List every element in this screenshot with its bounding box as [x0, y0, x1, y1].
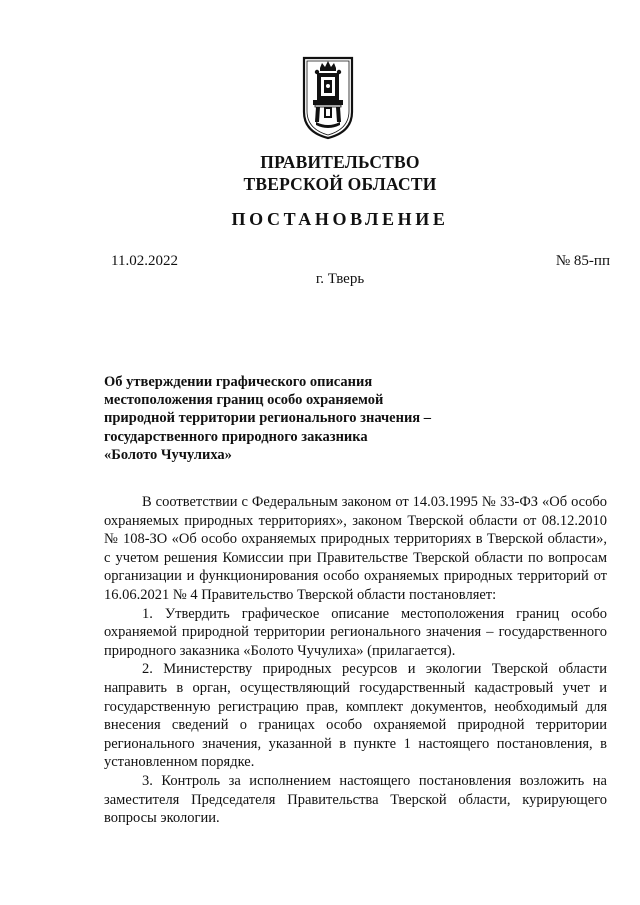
government-name-line2: ТВЕРСКОЙ ОБЛАСТИ — [243, 174, 437, 194]
subject-line: природной территории регионального значения – — [104, 410, 432, 427]
document-date: 11.02.2022 — [111, 253, 178, 269]
government-name-line1: ПРАВИТЕЛЬСТВО — [260, 152, 420, 172]
document-subject — [104, 373, 464, 464]
body-paragraph-item-2: 2. Министерству природных ресурсов и экологии Тверской области направить в орган, осуществляющий государственный кадастровый учет и государственную регистрацию прав, комплект документов, необходимый для внесения сведений о границах особо охраняемой природной территории регионального значения, указанной в пункте 1 настоящего постановления, в установленном порядке. — [104, 661, 607, 771]
body-paragraph-item-3: 3. Контроль за исполнением настоящего постановления возложить на заместителя Председателя Правительства Тверской области, курирующего вопросы экологии. — [104, 772, 607, 827]
subject-line: «Болото Чучулиха» — [104, 446, 232, 463]
document-number: № 85-пп — [555, 253, 610, 269]
body-paragraph-preamble: В соответствии с Федеральным законом от 14.03.1995 № 33-ФЗ «Об особо охраняемых природных территориях», законом Тверской области от 08.12.2010 № 108-ЗО «Об особо охраняемых природных территориях в Тверской области», с учетом решения Комиссии при Правительстве Тверской области по вопросам организации и функционирования особо охраняемых природных территорий от 16.06.2021 № 4 Правительство Тверской области постановляет: — [104, 494, 607, 603]
document-type: ПОСТАНОВЛЕНИЕ — [231, 209, 449, 229]
subject-line: местоположения границ особо охраняемой — [104, 392, 384, 409]
subject-line: государственного природного заказника — [104, 428, 368, 445]
document-body — [104, 493, 607, 828]
body-paragraph-item-1: 1. Утвердить графическое описание местоположения границ особо охраняемой природной территории регионального значения – государственного природного заказника «Болото Чучулиха» (прилагается). — [104, 605, 607, 659]
subject-line: Об утверждении графического описания — [104, 374, 373, 390]
document-city: г. Тверь — [315, 271, 365, 287]
tver-coat-of-arms-icon — [302, 52, 354, 140]
